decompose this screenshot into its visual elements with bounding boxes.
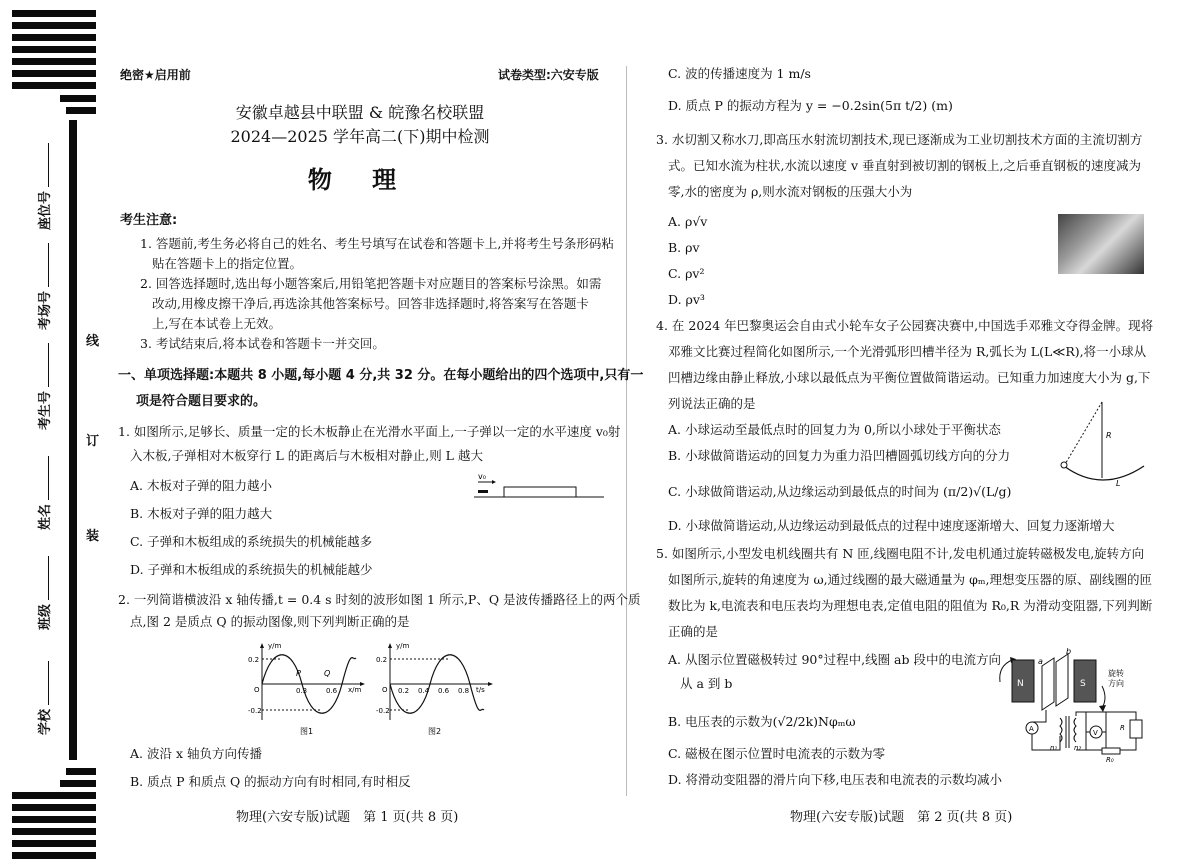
footer-right: 物理(六安专版)试题 第 2 页(共 8 页) <box>790 810 1013 825</box>
waterjet-photo <box>1058 214 1144 274</box>
stripe <box>60 780 96 787</box>
q3-stem-2: 式。已知水流为柱状,水流以速度 v 垂直射到被切割的钢板上,之后垂直钢板的速度减为 <box>668 158 1141 173</box>
q3-option-b: B. ρv <box>668 240 700 255</box>
fig1-xlabel: x/m <box>348 686 362 694</box>
fig1-p: P <box>296 669 301 678</box>
paper-type: 试卷类型:六安专版 <box>498 68 599 82</box>
q5-s-pole: S <box>1080 679 1086 689</box>
q2-option-a: A. 波沿 x 轴负方向传播 <box>130 746 262 761</box>
q5-n2: n₂ <box>1074 744 1082 752</box>
class-label: 班级 <box>34 556 53 630</box>
school-label: 学校 <box>34 661 53 735</box>
q4-l-label: L <box>1116 479 1121 488</box>
fig1-q: Q <box>324 669 331 678</box>
q5-n-pole: N <box>1017 679 1024 689</box>
q5-r0: R₀ <box>1106 756 1114 764</box>
q4-option-b: B. 小球做简谐运动的回复力为重力沿凹槽圆弧切线方向的分力 <box>668 448 1011 463</box>
q2-stem-2: 点,图 2 是质点 Q 的振动图像,则下列判断正确的是 <box>130 614 410 629</box>
stripe <box>60 95 96 102</box>
seat-label: 座位号 <box>34 143 53 230</box>
q5-stem-4: 正确的是 <box>668 624 719 639</box>
q4-option-c: C. 小球做简谐运动,从边缘运动到最低点的时间为 (π/2)√(L/g) <box>668 484 1012 499</box>
q2-figure-2 <box>376 640 498 736</box>
notice-line: 改动,用橡皮擦干净后,再选涂其他答案标号。回答非选择题时,将答案写在答题卡 <box>152 296 589 311</box>
room-label: 考场号 <box>34 243 53 330</box>
fig2-caption: 图2 <box>428 727 442 736</box>
notice-line: 上,写在本试卷上无效。 <box>152 316 281 331</box>
notice-line: 1. 答题前,考生务必将自己的姓名、考生号填写在试卷和答题卡上,并将考生号条形码粘 <box>140 236 614 251</box>
stripe <box>12 46 96 53</box>
exam-title-2: 2024—2025 学年高二(下)期中检测 <box>230 127 490 146</box>
q2-option-c: C. 波的传播速度为 1 m/s <box>668 66 811 81</box>
subject-title: 物 理 <box>307 166 413 194</box>
fig1-tick: 0.6 <box>326 687 338 695</box>
fig2-origin: O <box>382 686 388 694</box>
q1-option-c: C. 子弹和木板组成的系统损失的机械能越多 <box>130 534 373 549</box>
q1-stem: 1. 如图所示,足够长、质量一定的长木板静止在光滑水平面上,一子弹以一定的水平速度 v₀射 <box>118 424 621 439</box>
binding-strip <box>0 0 110 868</box>
stripe <box>66 768 96 775</box>
q5-r: R <box>1120 724 1125 732</box>
fig2-tick: 0.4 <box>418 687 430 695</box>
stripe <box>12 804 96 811</box>
exam-no-label: 考生号 <box>34 343 53 430</box>
q1-figure <box>470 470 610 506</box>
q3-stem: 3. 水切割又称水刀,即高压水射流切割技术,现已逐渐成为工业切割技术方面的主流切割方 <box>656 132 1143 147</box>
fig2-xlabel: t/s <box>476 686 485 694</box>
q5-ammeter: A <box>1029 725 1034 733</box>
stripe <box>66 107 96 114</box>
fig2-tick: 0.2 <box>398 687 410 695</box>
stripe <box>12 852 96 859</box>
stripe <box>12 34 96 41</box>
fig1-ybot: -0.2 <box>248 707 262 715</box>
q1-option-a: A. 木板对子弹的阻力越小 <box>130 478 272 493</box>
stripe <box>12 10 96 17</box>
gutter-assemble-mark: 装 <box>86 529 100 544</box>
q5-voltmeter: V <box>1093 729 1098 737</box>
gutter-line-mark: 线 <box>86 334 100 349</box>
q3-option-a: A. ρ√v <box>668 214 708 229</box>
q5-stem-2: 如图所示,旋转的角速度为 ω,通过线圈的最大磁通量为 φₘ,理想变压器的原、副线圈的匝 <box>668 572 1152 587</box>
q5-option-a: A. 从图示位置磁极转过 90°过程中,线圈 ab 段中的电流方向 <box>668 652 1001 667</box>
q4-figure <box>1056 398 1150 494</box>
section-heading-2: 项是符合题目要求的。 <box>136 394 267 409</box>
q1-v0-label: v₀ <box>478 472 486 481</box>
q5-dir-label: 方向 <box>1108 679 1124 688</box>
q3-stem-3: 零,水的密度为 ρ,则水流对钢板的压强大小为 <box>668 184 913 199</box>
footer-left: 物理(六安专版)试题 第 1 页(共 8 页) <box>236 810 459 825</box>
q4-stem: 4. 在 2024 年巴黎奥运会自由式小轮车女子公园赛决赛中,中国选手邓雅文夺得金牌。现将 <box>656 318 1154 333</box>
q5-stem-3: 数比为 k,电流表和电压表均为理想电表,定值电阻的阻值为 R₀,R 为滑动变阻器,下列判断 <box>668 598 1153 613</box>
q1-stem-2: 入木板,子弹相对木板穿行 L 的距离后与木板相对静止,则 L 越大 <box>130 448 483 463</box>
q5-stem: 5. 如图所示,小型发电机线圈共有 N 匝,线圈电阻不计,发电机通过旋转磁极发电,旋转方向 <box>656 546 1145 561</box>
stripe <box>12 840 96 847</box>
q2-option-b: B. 质点 P 和质点 Q 的振动方向有时相同,有时相反 <box>130 774 411 789</box>
fig2-tick: 0.6 <box>438 687 450 695</box>
secret-mark: 绝密★启用前 <box>120 68 191 82</box>
q5-rot-label: 旋转 <box>1108 669 1124 678</box>
q4-r-label: R <box>1106 431 1112 440</box>
fig1-origin: O <box>254 686 260 694</box>
fig2-ylabel: y/m <box>396 642 410 650</box>
q5-option-d: D. 将滑动变阻器的滑片向下移,电压表和电流表的示数均减小 <box>668 772 1002 787</box>
stripe <box>12 58 96 65</box>
fig2-tick: 0.8 <box>458 687 470 695</box>
fig2-ybot: -0.2 <box>376 707 390 715</box>
stripe <box>12 828 96 835</box>
stripe <box>12 70 96 77</box>
fig1-ytop: 0.2 <box>248 656 260 664</box>
q4-stem-4: 列说法正确的是 <box>668 396 756 411</box>
q2-stem: 2. 一列简谐横波沿 x 轴传播,t = 0.4 s 时刻的波形如图 1 所示,P、Q 是波传播路径上的两个质 <box>118 592 641 607</box>
stripe <box>12 82 96 89</box>
q1-option-b: B. 木板对子弹的阻力越大 <box>130 506 273 521</box>
name-label: 姓名 <box>34 456 53 530</box>
q1-option-d: D. 子弹和木板组成的系统损失的机械能越少 <box>130 562 373 577</box>
notice-line: 2. 回答选择题时,选出每小题答案后,用铅笔把答题卡对应题目的答案标号涂黑。如需 <box>140 276 602 291</box>
notice-line: 3. 考试结束后,将本试卷和答题卡一并交回。 <box>140 336 385 351</box>
fig1-ylabel: y/m <box>268 642 282 650</box>
q5-option-a-2: 从 a 到 b <box>680 676 733 691</box>
q4-stem-2: 邓雅文比赛过程简化如图所示,一个光滑弧形凹槽半径为 R,弧长为 L(L≪R),将一小球从 <box>668 344 1147 359</box>
binding-line <box>69 120 77 760</box>
q3-option-d: D. ρv³ <box>668 292 705 307</box>
q2-option-d: D. 质点 P 的振动方程为 y = −0.2sin(5π t/2) (m) <box>668 98 953 113</box>
q3-option-c: C. ρv² <box>668 266 705 281</box>
fig2-ytop: 0.2 <box>376 656 388 664</box>
q4-stem-3: 凹槽边缘由静止释放,小球以最低点为平衡位置做简谐运动。已知重力加速度大小为 g,下 <box>668 370 1151 385</box>
q5-b-label: b <box>1066 647 1072 656</box>
q5-figure <box>996 647 1146 764</box>
q5-option-c: C. 磁极在图示位置时电流表的示数为零 <box>668 746 886 761</box>
q5-option-b: B. 电压表的示数为(√2/2k)Nφₘω <box>668 714 856 729</box>
stripe <box>12 22 96 29</box>
fig1-caption: 图1 <box>300 727 314 736</box>
q5-n1: n₁ <box>1050 744 1058 752</box>
section-heading: 一、单项选择题:本题共 8 小题,每小题 4 分,共 32 分。在每小题给出的四个选项中,只有一 <box>118 368 644 383</box>
q4-option-a: A. 小球运动至最低点时的回复力为 0,所以小球处于平衡状态 <box>668 422 1001 437</box>
q5-a-label: a <box>1038 657 1043 666</box>
exam-title-1: 安徽卓越县中联盟 & 皖豫名校联盟 <box>235 103 485 122</box>
stripe <box>12 816 96 823</box>
notice-line: 贴在答题卡上的指定位置。 <box>152 256 303 271</box>
gutter-bind-mark: 订 <box>86 434 100 449</box>
page-divider <box>626 66 627 796</box>
notice-heading: 考生注意: <box>120 213 178 228</box>
fig1-tick: 0.3 <box>296 687 308 695</box>
q4-option-d: D. 小球做简谐运动,从边缘运动到最低点的过程中速度逐渐增大、回复力逐渐增大 <box>668 518 1115 533</box>
q2-figure-1 <box>248 640 370 736</box>
stripe <box>12 792 96 799</box>
